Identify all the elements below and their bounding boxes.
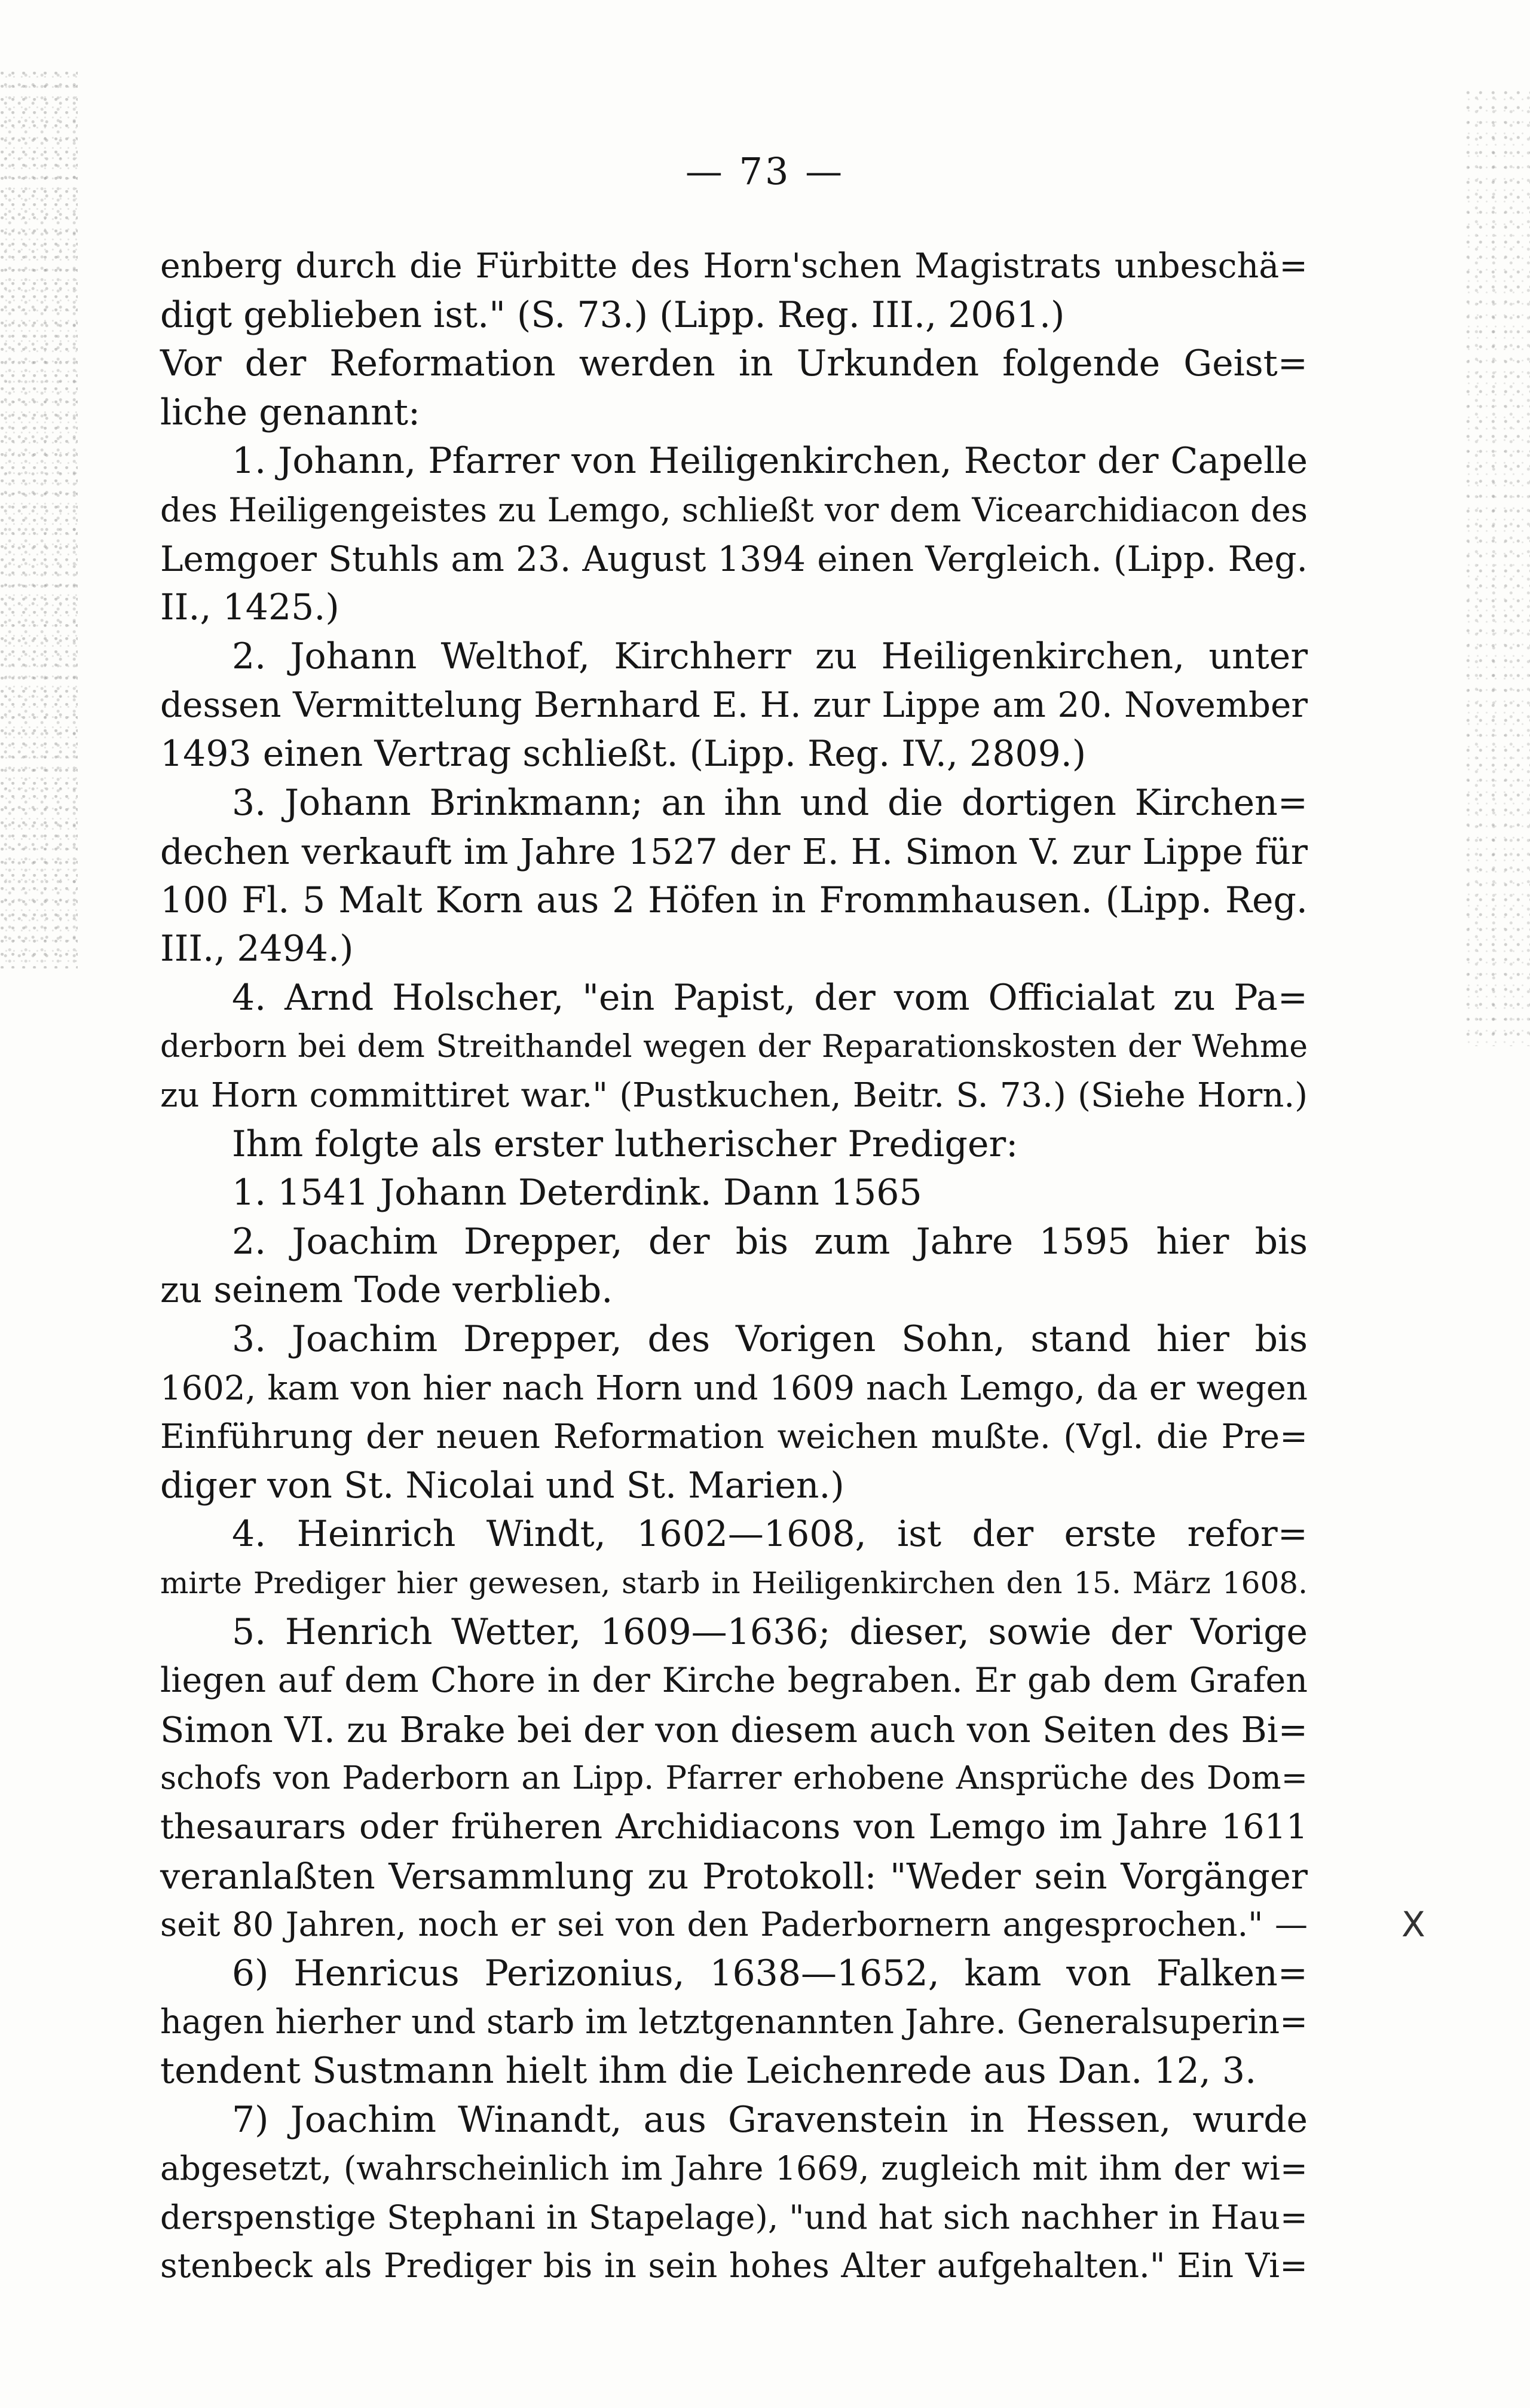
text-line: 1. 1541 Johann Deterdink. Dann 1565 [232, 1172, 922, 1214]
text-line: hagen hierher und starb im letztgenannten Jahre. Generalsuperin= [160, 2003, 1308, 2042]
text-line: Lemgoer Stuhls am 23. August 1394 einen Vergleich. (Lipp. Reg. [160, 538, 1308, 579]
text-line: 1602, kam von hier nach Horn und 1609 nach Lemgo, da er wegen [160, 1368, 1308, 1408]
text-line: digt geblieben ist." (S. 73.) (Lipp. Reg. III., 2061.) [160, 294, 1065, 336]
text-line: Einführung der neuen Reformation weichen mußte. (Vgl. die Pre= [160, 1417, 1308, 1457]
page-number: — 73 — [685, 149, 845, 193]
text-line: derspenstige Stephani in Stapelage), "und hat sich nachher in Hau= [160, 2198, 1308, 2236]
right-edge-noise [1464, 90, 1530, 1046]
text-line: mirte Prediger hier gewesen, starb in Heiligenkirchen den 15. März 1608. [160, 1566, 1308, 1601]
text-line: zu seinem Tode verblieb. [160, 1269, 613, 1312]
text-line: zu Horn committiret war." (Pustkuchen, Beitr. S. 73.) (Siehe Horn.) [160, 1076, 1308, 1116]
text-line: 7) Joachim Winandt, aus Gravenstein in Hessen, wurde [232, 2098, 1308, 2141]
text-line: stenbeck als Prediger bis in sein hohes Alter aufgehalten." Ein Vi= [160, 2247, 1308, 2286]
text-line: Simon VI. zu Brake bei der von diesem auch von Seiten des Bi= [160, 1709, 1308, 1750]
text-line: 4. Arnd Holscher, "ein Papist, der vom Officialat zu Pa= [232, 976, 1308, 1019]
text-line: dessen Vermittelung Bernhard E. H. zur Lippe am 20. November [160, 684, 1308, 726]
text-line: veranlaßten Versammlung zu Protokoll: "Weder sein Vorgänger [160, 1855, 1308, 1897]
text-line: 5. Henrich Wetter, 1609—1636; dieser, sowie der Vorige [232, 1611, 1308, 1653]
body-text [160, 242, 1308, 2291]
text-line: III., 2494.) [160, 928, 354, 970]
text-line: des Heiligengeistes zu Lemgo, schließt vor dem Vicearchidiacon des [160, 490, 1308, 529]
text-line: derborn bei dem Streithandel wegen der Reparationskosten der Wehme [160, 1028, 1308, 1065]
text-line: 100 Fl. 5 Malt Korn aus 2 Höfen in Frommhausen. (Lipp. Reg. [160, 879, 1308, 921]
text-line: thesaurars oder früheren Archidiacons von Lemgo im Jahre 1611 [160, 1807, 1308, 1847]
text-line: diger von St. Nicolai und St. Marien.) [160, 1464, 844, 1506]
text-line: 3. Joachim Drepper, des Vorigen Sohn, stand hier bis [232, 1318, 1308, 1361]
text-line: 6) Henricus Perizonius, 1638—1652, kam von Falken= [232, 1952, 1308, 1994]
text-line: II., 1425.) [160, 586, 339, 629]
text-line: 3. Johann Brinkmann; an ihn und die dortigen Kirchen= [232, 781, 1308, 824]
text-line: enberg durch die Fürbitte des Horn'schen Magistrats unbeschä= [160, 246, 1308, 286]
text-line: 1493 einen Vertrag schließt. (Lipp. Reg. IV., 2809.) [160, 732, 1087, 775]
text-line: Vor der Reformation werden in Urkunden folgende Geist= [160, 343, 1308, 385]
text-line: schofs von Paderborn an Lipp. Pfarrer erhobene Ansprüche des Dom= [160, 1760, 1308, 1797]
text-line: liegen auf dem Chore in der Kirche begraben. Er gab dem Grafen [160, 1661, 1308, 1701]
text-line: 2. Johann Welthof, Kirchherr zu Heiligenkirchen, unter [232, 635, 1308, 677]
text-line: dechen verkauft im Jahre 1527 der E. H. Simon V. zur Lippe für [160, 831, 1308, 873]
text-line: 1. Johann, Pfarrer von Heiligenkirchen, Rector der Capelle [232, 440, 1308, 482]
text-line: Ihm folgte als erster lutherischer Prediger: [232, 1123, 1018, 1165]
text-line: 2. Joachim Drepper, der bis zum Jahre 1595 hier bis [232, 1220, 1308, 1263]
text-line: seit 80 Jahren, noch er sei von den Paderbornern angesprochen." — [160, 1905, 1308, 1944]
text-line: abgesetzt, (wahrscheinlich im Jahre 1669, zugleich mit ihm der wi= [160, 2149, 1308, 2188]
text-line: liche genannt: [160, 391, 421, 433]
margin-annotation: X [1402, 1904, 1425, 1945]
left-edge-noise [0, 72, 78, 968]
text-line: 4. Heinrich Windt, 1602—1608, ist der erste refor= [232, 1513, 1308, 1556]
text-line: tendent Sustmann hielt ihm die Leichenrede aus Dan. 12, 3. [160, 2049, 1257, 2092]
